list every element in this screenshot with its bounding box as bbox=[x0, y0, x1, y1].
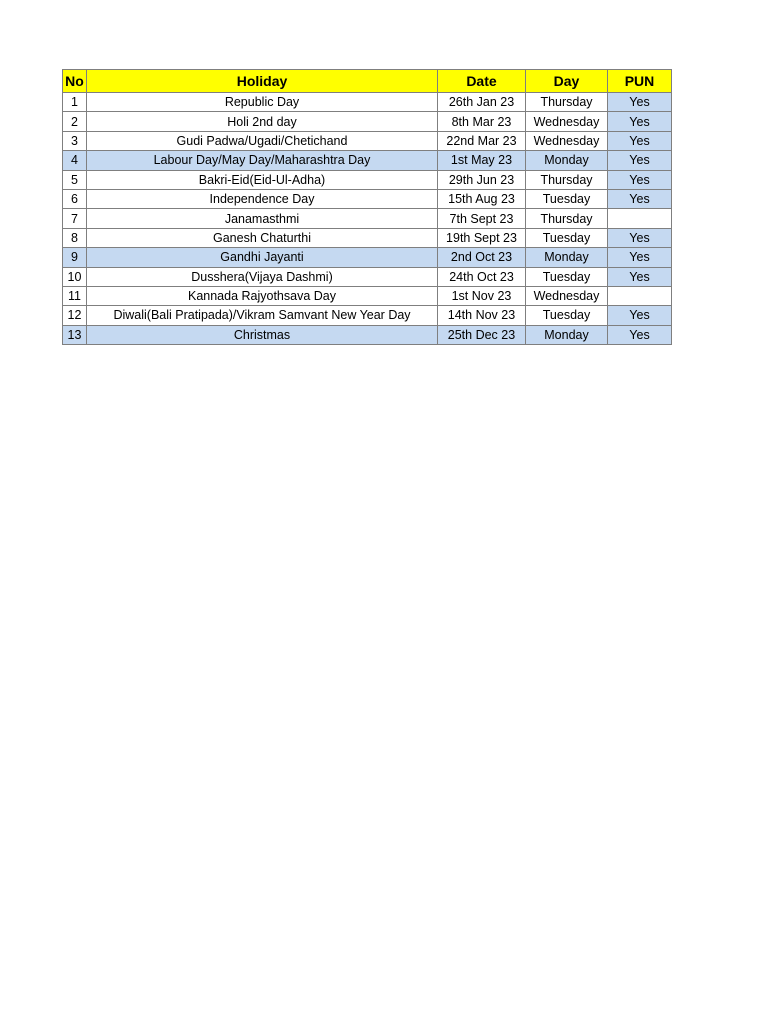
cell-day: Tuesday bbox=[526, 228, 608, 247]
table-row bbox=[63, 170, 672, 189]
table-row bbox=[63, 151, 672, 170]
cell-date: 19th Sept 23 bbox=[438, 228, 526, 247]
table-row bbox=[63, 228, 672, 247]
cell-date: 22nd Mar 23 bbox=[438, 131, 526, 150]
cell-date: 8th Mar 23 bbox=[438, 112, 526, 131]
table-row bbox=[63, 325, 672, 344]
cell-no: 8 bbox=[63, 228, 87, 247]
cell-no: 10 bbox=[63, 267, 87, 286]
table-row bbox=[63, 93, 672, 112]
cell-no: 6 bbox=[63, 189, 87, 208]
cell-date: 2nd Oct 23 bbox=[438, 248, 526, 267]
cell-pun: Yes bbox=[608, 131, 672, 150]
cell-no: 1 bbox=[63, 93, 87, 112]
table-row bbox=[63, 267, 672, 286]
cell-pun: Yes bbox=[608, 112, 672, 131]
cell-date: 15th Aug 23 bbox=[438, 189, 526, 208]
cell-date: 14th Nov 23 bbox=[438, 306, 526, 325]
cell-pun: Yes bbox=[608, 248, 672, 267]
cell-day: Monday bbox=[526, 325, 608, 344]
table-body bbox=[63, 93, 672, 345]
cell-pun: Yes bbox=[608, 306, 672, 325]
cell-day: Thursday bbox=[526, 170, 608, 189]
cell-no: 9 bbox=[63, 248, 87, 267]
cell-holiday: Holi 2nd day bbox=[87, 112, 438, 131]
cell-day: Monday bbox=[526, 248, 608, 267]
cell-date: 7th Sept 23 bbox=[438, 209, 526, 228]
cell-day: Wednesday bbox=[526, 131, 608, 150]
cell-holiday: Kannada Rajyothsava Day bbox=[87, 286, 438, 305]
cell-pun: Yes bbox=[608, 151, 672, 170]
cell-no: 7 bbox=[63, 209, 87, 228]
cell-pun bbox=[608, 286, 672, 305]
header-pun: PUN bbox=[608, 70, 672, 93]
cell-holiday: Bakri-Eid(Eid-Ul-Adha) bbox=[87, 170, 438, 189]
table-row bbox=[63, 306, 672, 325]
header-no: No bbox=[63, 70, 87, 93]
cell-date: 29th Jun 23 bbox=[438, 170, 526, 189]
cell-holiday: Ganesh Chaturthi bbox=[87, 228, 438, 247]
cell-pun: Yes bbox=[608, 93, 672, 112]
header-row bbox=[63, 70, 672, 93]
cell-no: 5 bbox=[63, 170, 87, 189]
cell-date: 24th Oct 23 bbox=[438, 267, 526, 286]
cell-holiday: Dusshera(Vijaya Dashmi) bbox=[87, 267, 438, 286]
cell-day: Tuesday bbox=[526, 189, 608, 208]
table-row bbox=[63, 286, 672, 305]
header-holiday: Holiday bbox=[87, 70, 438, 93]
cell-date: 1st May 23 bbox=[438, 151, 526, 170]
cell-no: 11 bbox=[63, 286, 87, 305]
cell-day: Thursday bbox=[526, 93, 608, 112]
cell-holiday: Diwali(Bali Pratipada)/Vikram Samvant New Year Day bbox=[87, 306, 438, 325]
table-row bbox=[63, 189, 672, 208]
cell-pun: Yes bbox=[608, 267, 672, 286]
cell-day: Tuesday bbox=[526, 267, 608, 286]
cell-pun bbox=[608, 209, 672, 228]
cell-day: Thursday bbox=[526, 209, 608, 228]
cell-date: 26th Jan 23 bbox=[438, 93, 526, 112]
cell-no: 4 bbox=[63, 151, 87, 170]
header-day: Day bbox=[526, 70, 608, 93]
cell-pun: Yes bbox=[608, 325, 672, 344]
cell-pun: Yes bbox=[608, 228, 672, 247]
cell-holiday: Gandhi Jayanti bbox=[87, 248, 438, 267]
cell-day: Wednesday bbox=[526, 112, 608, 131]
cell-holiday: Janamasthmi bbox=[87, 209, 438, 228]
cell-no: 2 bbox=[63, 112, 87, 131]
cell-holiday: Republic Day bbox=[87, 93, 438, 112]
cell-no: 13 bbox=[63, 325, 87, 344]
cell-holiday: Independence Day bbox=[87, 189, 438, 208]
cell-pun: Yes bbox=[608, 189, 672, 208]
cell-holiday: Gudi Padwa/Ugadi/Chetichand bbox=[87, 131, 438, 150]
holiday-table bbox=[62, 69, 672, 345]
table-row bbox=[63, 248, 672, 267]
cell-holiday: Labour Day/May Day/Maharashtra Day bbox=[87, 151, 438, 170]
cell-holiday: Christmas bbox=[87, 325, 438, 344]
cell-pun: Yes bbox=[608, 170, 672, 189]
header-date: Date bbox=[438, 70, 526, 93]
cell-date: 1st Nov 23 bbox=[438, 286, 526, 305]
table-header bbox=[63, 70, 672, 93]
cell-no: 12 bbox=[63, 306, 87, 325]
table-row bbox=[63, 131, 672, 150]
cell-day: Wednesday bbox=[526, 286, 608, 305]
cell-no: 3 bbox=[63, 131, 87, 150]
table-row bbox=[63, 112, 672, 131]
cell-day: Tuesday bbox=[526, 306, 608, 325]
table-row bbox=[63, 209, 672, 228]
cell-day: Monday bbox=[526, 151, 608, 170]
cell-date: 25th Dec 23 bbox=[438, 325, 526, 344]
